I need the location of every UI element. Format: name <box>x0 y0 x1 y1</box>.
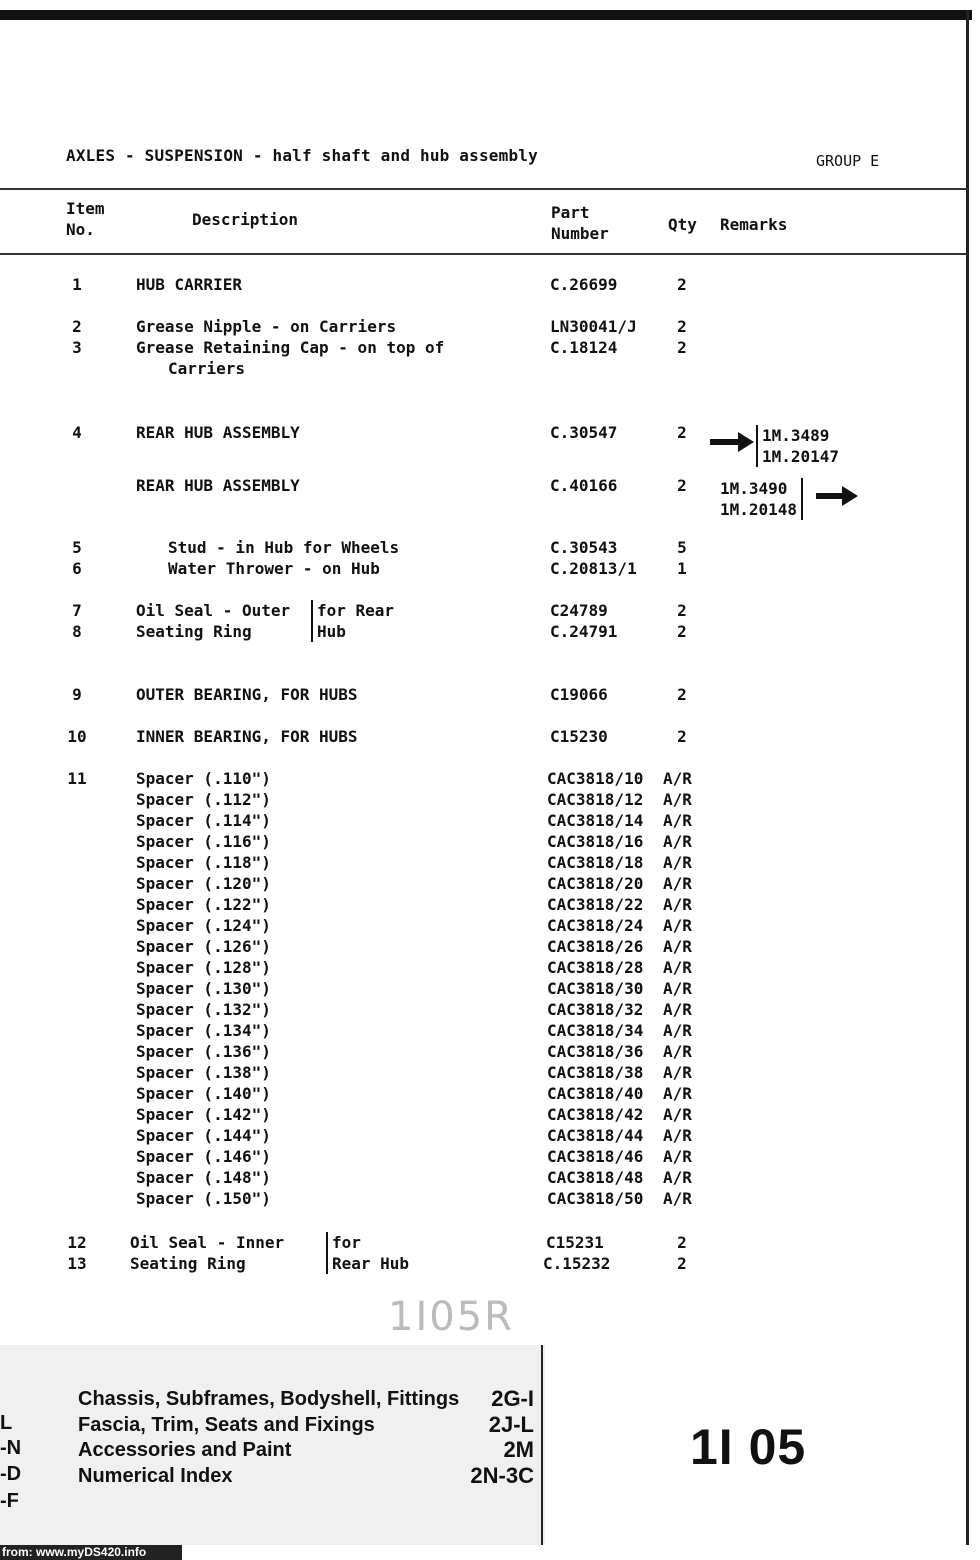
spacer-desc: Spacer (.148") <box>136 1168 271 1187</box>
table-row: 10 INNER BEARING, FOR HUBS C15230 2 <box>67 727 687 746</box>
table-row <box>0 894 968 915</box>
spacer-qty: A/R <box>663 1042 692 1061</box>
index-tab-letter: L <box>0 1412 13 1434</box>
spacer-qty: A/R <box>663 811 692 830</box>
table-row <box>0 957 968 978</box>
spacer-part: CAC3818/40 <box>547 1084 644 1103</box>
spacer-desc: Spacer (.136") <box>136 1042 271 1061</box>
index-entry: Accessories and Paint 2M <box>78 1437 534 1462</box>
spacer-part: CAC3818/38 <box>547 1063 644 1082</box>
arrow-right-icon <box>710 439 740 445</box>
spacer-part: CAC3818/42 <box>547 1105 644 1124</box>
spacer-part: CAC3818/14 <box>547 811 644 830</box>
bracket-note: for Rear Hub <box>311 600 394 642</box>
table-row <box>0 768 968 789</box>
index-tab-letter: -F <box>0 1490 19 1512</box>
spacer-part: CAC3818/34 <box>547 1021 644 1040</box>
table-row: 7 Oil Seal - Outer C24789 2 <box>72 601 687 620</box>
table-row <box>0 789 968 810</box>
arrow-right-icon <box>816 493 844 499</box>
spacer-desc: Spacer (.142") <box>136 1105 271 1124</box>
table-row: 9 OUTER BEARING, FOR HUBS C19066 2 <box>72 685 687 704</box>
spacer-qty: A/R <box>663 1021 692 1040</box>
spacer-desc: Spacer (.118") <box>136 853 271 872</box>
table-row: 13 Seating Ring C.15232 2 <box>67 1254 687 1273</box>
spacer-part: CAC3818/12 <box>547 790 644 809</box>
spacer-desc: Spacer (.138") <box>136 1063 271 1082</box>
spacer-qty: A/R <box>663 937 692 956</box>
spacer-desc: Spacer (.122") <box>136 895 271 914</box>
table-row <box>0 936 968 957</box>
spacer-part: CAC3818/46 <box>547 1147 644 1166</box>
table-row: 12 Oil Seal - Inner C15231 2 <box>67 1233 687 1252</box>
spacer-qty: A/R <box>663 1189 692 1208</box>
spacer-qty: A/R <box>663 1063 692 1082</box>
spacer-qty: A/R <box>663 979 692 998</box>
spacer-desc: Spacer (.112") <box>136 790 271 809</box>
remarks-chassis-range: 1M.3490 1M.20148 <box>720 478 803 520</box>
table-row <box>0 873 968 894</box>
spacer-desc: Spacer (.146") <box>136 1147 271 1166</box>
spacer-part: CAC3818/30 <box>547 979 644 998</box>
table-row: REAR HUB ASSEMBLY C.40166 2 <box>136 476 687 495</box>
spacer-desc: Spacer (.144") <box>136 1126 271 1145</box>
spacer-desc: Spacer (.126") <box>136 937 271 956</box>
header-rule-bottom <box>0 253 968 255</box>
table-row <box>0 1041 968 1062</box>
spacer-desc: Spacer (.124") <box>136 916 271 935</box>
column-qty: Qty <box>668 215 697 234</box>
spacer-qty: A/R <box>663 958 692 977</box>
table-row <box>0 999 968 1020</box>
index-entry: Chassis, Subframes, Bodyshell, Fittings 2G-I <box>78 1386 534 1411</box>
group-label: GROUP E <box>816 152 880 170</box>
table-row <box>0 1125 968 1146</box>
source-credit: from: www.myDS420.info <box>0 1545 182 1560</box>
table-row <box>0 1020 968 1041</box>
spacer-part: CAC3818/28 <box>547 958 644 977</box>
spacer-part: CAC3818/18 <box>547 853 644 872</box>
spacer-qty: A/R <box>663 895 692 914</box>
spacer-qty: A/R <box>663 790 692 809</box>
table-row <box>0 978 968 999</box>
table-row: 3 Grease Retaining Cap - on top of C.18124 2 <box>72 338 687 357</box>
table-row <box>0 1167 968 1188</box>
spacer-qty: A/R <box>663 916 692 935</box>
spacer-part: CAC3818/22 <box>547 895 644 914</box>
spacer-qty: A/R <box>663 832 692 851</box>
spacer-qty: A/R <box>663 1147 692 1166</box>
index-tab-letter: -D <box>0 1463 22 1485</box>
column-item-no: Item No. <box>66 199 105 239</box>
page-number: 1I 05 <box>690 1419 807 1475</box>
spacer-qty: A/R <box>663 874 692 893</box>
header-rule-top <box>0 188 968 190</box>
page-title: AXLES - SUSPENSION - half shaft and hub assembly <box>66 146 538 165</box>
spacer-desc: Spacer (.110") <box>136 769 271 788</box>
spacer-desc: Spacer (.120") <box>136 874 271 893</box>
spacer-qty: A/R <box>663 769 692 788</box>
top-border <box>0 10 972 20</box>
table-row: 6 Water Thrower - on Hub C.20813/1 1 <box>72 559 687 578</box>
index-entry: Numerical Index 2N-3C <box>78 1463 534 1488</box>
spacer-qty: A/R <box>663 1105 692 1124</box>
table-row <box>0 1146 968 1167</box>
spacer-part: CAC3818/44 <box>547 1126 644 1145</box>
spacer-qty: A/R <box>663 1000 692 1019</box>
spacer-desc: Spacer (.150") <box>136 1189 271 1208</box>
table-row: 2 Grease Nipple - on Carriers LN30041/J 2 <box>72 317 687 336</box>
table-row <box>0 852 968 873</box>
spacer-part: CAC3818/16 <box>547 832 644 851</box>
table-row <box>0 810 968 831</box>
spacer-desc: Spacer (.128") <box>136 958 271 977</box>
spacer-part: CAC3818/36 <box>547 1042 644 1061</box>
index-entry: Fascia, Trim, Seats and Fixings 2J-L <box>78 1412 534 1437</box>
table-row <box>0 1104 968 1125</box>
column-remarks: Remarks <box>720 215 788 234</box>
table-row <box>0 1062 968 1083</box>
spacer-part: CAC3818/32 <box>547 1000 644 1019</box>
footer-divider <box>541 1345 543 1545</box>
remarks-chassis-range: 1M.3489 1M.20147 <box>756 425 839 467</box>
index-tab-letter: -N <box>0 1437 22 1459</box>
spacer-part: CAC3818/50 <box>547 1189 644 1208</box>
table-row: 4 REAR HUB ASSEMBLY C.30547 2 <box>72 423 687 442</box>
column-description: Description <box>192 210 298 229</box>
spacer-desc: Spacer (.114") <box>136 811 271 830</box>
spacer-part: CAC3818/48 <box>547 1168 644 1187</box>
spacer-desc: Spacer (.140") <box>136 1084 271 1103</box>
table-row <box>0 1188 968 1209</box>
column-part-number: Part Number <box>551 203 609 243</box>
table-row <box>0 831 968 852</box>
spacer-qty: A/R <box>663 1168 692 1187</box>
bracket-note: for Rear Hub <box>326 1232 409 1274</box>
spacer-qty: A/R <box>663 853 692 872</box>
table-row: 5 Stud - in Hub for Wheels C.30543 5 <box>72 538 687 557</box>
spacer-qty: A/R <box>663 1126 692 1145</box>
table-row <box>0 915 968 936</box>
table-row: 8 Seating Ring C.24791 2 <box>72 622 687 641</box>
spacer-desc: Spacer (.130") <box>136 979 271 998</box>
spacer-part: CAC3818/26 <box>547 937 644 956</box>
table-row: 1 HUB CARRIER C.26699 2 <box>72 275 687 294</box>
spacer-part: CAC3818/24 <box>547 916 644 935</box>
table-row <box>0 1083 968 1104</box>
spacer-part: CAC3818/10 <box>547 769 644 788</box>
spacer-part: CAC3818/20 <box>547 874 644 893</box>
spacer-desc: Spacer (.116") <box>136 832 271 851</box>
spacer-desc: Spacer (.132") <box>136 1000 271 1019</box>
page-stamp: 1I05R <box>388 1294 514 1340</box>
table-row-continuation: Carriers <box>168 359 246 378</box>
spacer-qty: A/R <box>663 1084 692 1103</box>
spacer-desc: Spacer (.134") <box>136 1021 271 1040</box>
